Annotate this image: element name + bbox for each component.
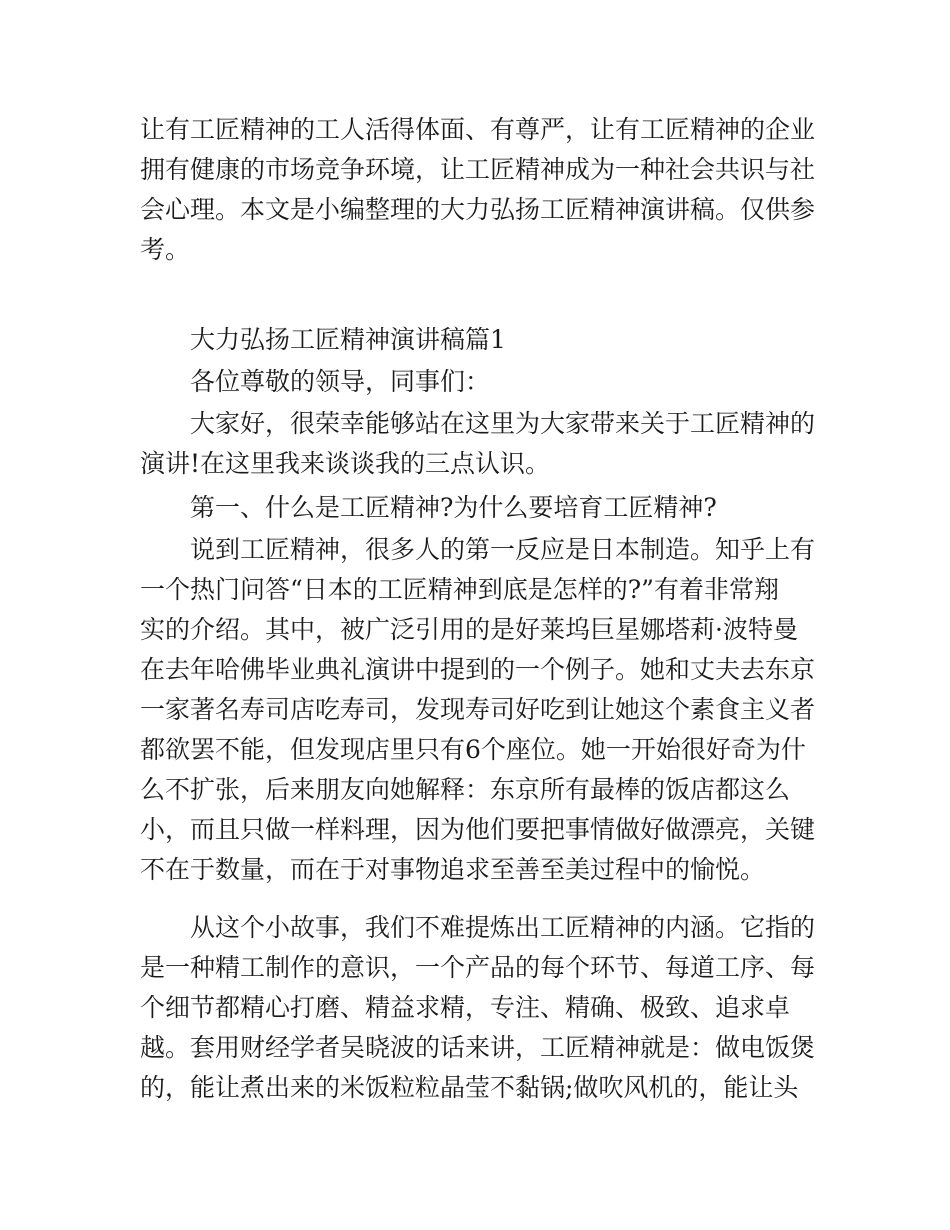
greeting-paragraph xyxy=(140,362,815,402)
text-line: 说到工匠精神，很多人的第一反应是日本制造。知乎上有 xyxy=(190,535,816,564)
text-line: 在去年哈佛毕业典礼演讲中提到的一个例子。她和丈夫去东京 xyxy=(140,655,816,684)
text-line: 越。套用财经学者吴晓波的话来讲，工匠精神就是：做电饭煲 xyxy=(140,1033,816,1062)
heading-line: 大力弘扬工匠精神演讲稿篇1 xyxy=(190,325,506,354)
text-line: 考。 xyxy=(140,235,191,264)
opening-paragraph xyxy=(140,404,815,484)
text-line: 演讲!在这里我来谈谈我的三点认识。 xyxy=(140,449,551,478)
meaning-paragraph xyxy=(140,908,815,1108)
intro-paragraph xyxy=(140,110,815,270)
text-line: 各位尊敬的领导，同事们： xyxy=(190,367,491,396)
text-line: 从这个小故事，我们不难提炼出工匠精神的内涵。它指的 xyxy=(190,913,816,942)
point-one-paragraph xyxy=(140,488,815,528)
text-line: 都欲罢不能，但发现店里只有6个座位。她一开始很好奇为什 xyxy=(140,735,806,764)
text-line: 一个热门问答“日本的工匠精神到底是怎样的?”有着非常翔 xyxy=(140,575,779,604)
text-line: 第一、什么是工匠精神?为什么要培育工匠精神? xyxy=(190,493,717,522)
article-heading xyxy=(140,320,815,360)
text-line: 一家著名寿司店吃寿司，发现寿司好吃到让她这个素食主义者 xyxy=(140,695,816,724)
text-line: 让有工匠精神的工人活得体面、有尊严，让有工匠精神的企业 xyxy=(140,115,816,144)
text-line: 小，而且只做一样料理，因为他们要把事情做好做漂亮，关键 xyxy=(140,815,816,844)
text-line: 实的介绍。其中，被广泛引用的是好莱坞巨星娜塔莉·波特曼 xyxy=(140,615,798,644)
text-line: 么不扩张，后来朋友向她解释：东京所有最棒的饭店都这么 xyxy=(140,775,791,804)
text-line: 的，能让煮出来的米饭粒粒晶莹不黏锅;做吹风机的，能让头 xyxy=(140,1073,799,1102)
text-line: 不在于数量，而在于对事物追求至善至美过程中的愉悦。 xyxy=(140,855,766,884)
text-line: 是一种精工制作的意识，一个产品的每个环节、每道工序、每 xyxy=(140,953,816,982)
text-line: 拥有健康的市场竞争环境，让工匠精神成为一种社会共识与社 xyxy=(140,155,816,184)
story-paragraph xyxy=(140,530,815,890)
text-line: 大家好，很荣幸能够站在这里为大家带来关于工匠精神的 xyxy=(190,409,816,438)
text-line: 会心理。本文是小编整理的大力弘扬工匠精神演讲稿。仅供参 xyxy=(140,195,816,224)
text-line: 个细节都精心打磨、精益求精，专注、精确、极致、追求卓 xyxy=(140,993,791,1022)
